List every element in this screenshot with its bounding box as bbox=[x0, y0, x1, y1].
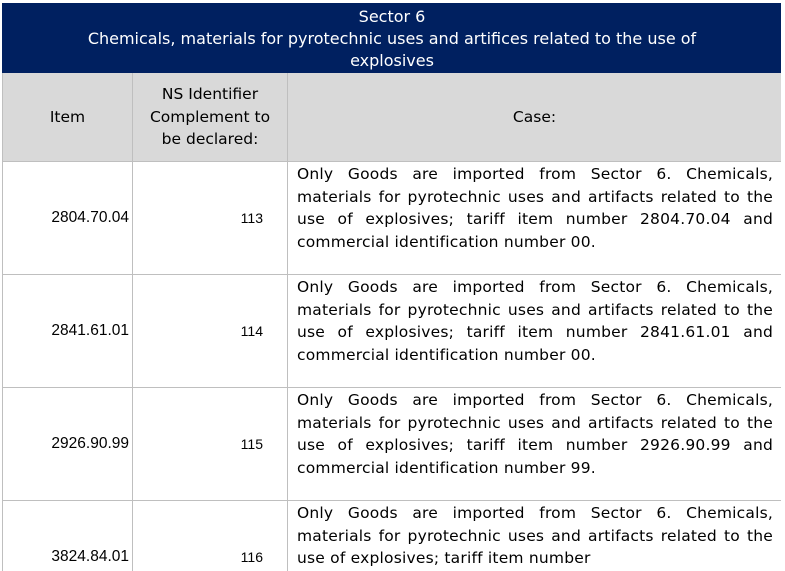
column-header-row bbox=[3, 73, 782, 162]
ns-identifier-cell: 113 bbox=[133, 162, 288, 275]
sector-6-table bbox=[2, 3, 781, 571]
case-cell: Only Goods are imported from Sector 6. Chemicals, materials for pyrotechnic uses and artifacts related to the use of explosives; tariff item number bbox=[288, 501, 782, 571]
table-row bbox=[3, 388, 782, 501]
case-cell: Only Goods are imported from Sector 6. Chemicals, materials for pyrotechnic uses and artifacts related to the use of explosives; tariff item number 2926.90.99 and commercial identification number 99. bbox=[288, 388, 782, 501]
item-cell: 3824.84.01 bbox=[3, 501, 133, 571]
ns-identifier-cell: 114 bbox=[133, 275, 288, 388]
ns-identifier-cell: 115 bbox=[133, 388, 288, 501]
sector-table-sheet bbox=[2, 3, 781, 571]
column-header-case: Case: bbox=[288, 73, 782, 162]
item-cell: 2926.90.99 bbox=[3, 388, 133, 501]
item-cell: 2804.70.04 bbox=[3, 162, 133, 275]
table-row bbox=[3, 501, 782, 571]
sector-title: Sector 6 bbox=[358, 6, 426, 26]
sector-subtitle: Chemicals, materials for pyrotechnic uses and artifices related to the use of explosives bbox=[87, 28, 697, 70]
ns-identifier-cell: 116 bbox=[133, 501, 288, 571]
table-title bbox=[3, 4, 782, 73]
table-row bbox=[3, 162, 782, 275]
column-header-ns-identifier: NS Identifier Complement to be declared: bbox=[133, 73, 288, 162]
title-row bbox=[3, 4, 782, 73]
item-cell: 2841.61.01 bbox=[3, 275, 133, 388]
column-header-item: Item bbox=[3, 73, 133, 162]
table-row bbox=[3, 275, 782, 388]
case-cell: Only Goods are imported from Sector 6. Chemicals, materials for pyrotechnic uses and artifacts related to the use of explosives; tariff item number 2804.70.04 and commercial identification number 00. bbox=[288, 162, 782, 275]
case-cell: Only Goods are imported from Sector 6. Chemicals, materials for pyrotechnic uses and artifacts related to the use of explosives; tariff item number 2841.61.01 and commercial identification number 00. bbox=[288, 275, 782, 388]
